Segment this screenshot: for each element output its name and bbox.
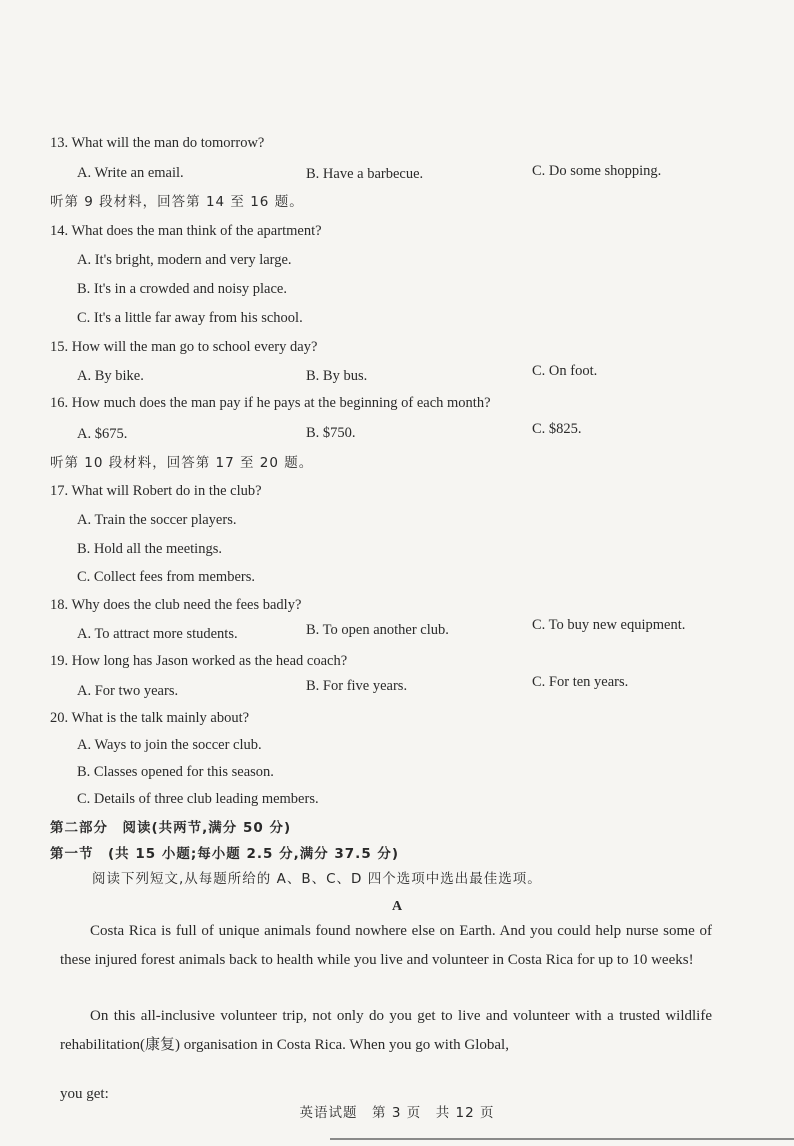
question-17-option-a: A. Train the soccer players. — [77, 512, 237, 528]
page-footer: 英语试题 第 3 页 共 12 页 — [299, 1105, 495, 1121]
question-18-stem: 18. Why does the club need the fees badly? — [50, 597, 302, 613]
question-17-option-c: C. Collect fees from members. — [77, 569, 255, 585]
question-13-option-c: C. Do some shopping. — [532, 163, 662, 179]
passage-paragraph-1: Costa Rica is full of unique animals found nowhere else on Earth. And you could help nurse some of these injured forest animals back to health while you live and volunteer in Costa Rica for up to 10 weeks! — [60, 923, 712, 968]
question-15-option-c: C. On foot. — [532, 363, 598, 379]
section-10-instruction: 听第 10 段材料，回答第 17 至 20 题。 — [50, 455, 314, 471]
question-16-stem: 16. How much does the man pay if he pays at the beginning of each month? — [50, 395, 491, 411]
question-20-option-a: A. Ways to join the soccer club. — [77, 737, 262, 753]
question-20-option-b: B. Classes opened for this season. — [77, 764, 274, 780]
question-20-option-c: C. Details of three club leading members. — [77, 791, 319, 807]
section-9-instruction: 听第 9 段材料，回答第 14 至 16 题。 — [50, 194, 304, 210]
question-19-option-c: C. For ten years. — [532, 674, 629, 690]
reading-instruction: 阅读下列短文,从每题所给的 A、B、C、D 四个选项中选出最佳选项。 — [92, 871, 542, 887]
part-2-heading: 第二部分 阅读(共两节,满分 50 分) — [50, 820, 292, 836]
question-18-option-c: C. To buy new equipment. — [532, 617, 686, 633]
question-14-option-c: C. It's a little far away from his school. — [77, 310, 303, 326]
question-13-option-b: B. Have a barbecue. — [306, 166, 424, 182]
question-15-option-b: B. By bus. — [306, 368, 368, 384]
question-18-option-b: B. To open another club. — [306, 622, 449, 638]
question-14-option-b: B. It's in a crowded and noisy place. — [77, 281, 287, 297]
question-13-stem: 13. What will the man do tomorrow? — [50, 135, 265, 151]
question-17-stem: 17. What will Robert do in the club? — [50, 483, 262, 499]
passage-paragraph-2: On this all-inclusive volunteer trip, not only do you get to live and volunteer with a trusted wildlife rehabilitation(康复) organisation in Costa Rica. When you go with Global, — [60, 1008, 712, 1053]
question-16-option-b: B. $750. — [306, 425, 356, 441]
question-20-stem: 20. What is the talk mainly about? — [50, 710, 250, 726]
question-18-option-a: A. To attract more students. — [77, 626, 238, 642]
question-15-stem: 15. How will the man go to school every day? — [50, 339, 318, 355]
passage-paragraph-2-end: you get: — [60, 1086, 109, 1102]
question-14-stem: 14. What does the man think of the apartment? — [50, 223, 322, 239]
section-1-heading: 第一节 (共 15 小题;每小题 2.5 分,满分 37.5 分) — [50, 846, 400, 862]
question-19-option-a: A. For two years. — [77, 683, 179, 699]
question-16-option-a: A. $675. — [77, 426, 128, 442]
question-15-option-a: A. By bike. — [77, 368, 144, 384]
bottom-rule — [330, 1138, 794, 1140]
passage-letter: A — [391, 899, 403, 914]
question-14-option-a: A. It's bright, modern and very large. — [77, 252, 292, 268]
question-16-option-c: C. $825. — [532, 421, 582, 437]
question-13-option-a: A. Write an email. — [77, 165, 184, 181]
question-19-stem: 19. How long has Jason worked as the head coach? — [50, 653, 348, 669]
question-19-option-b: B. For five years. — [306, 678, 408, 694]
question-17-option-b: B. Hold all the meetings. — [77, 541, 222, 557]
